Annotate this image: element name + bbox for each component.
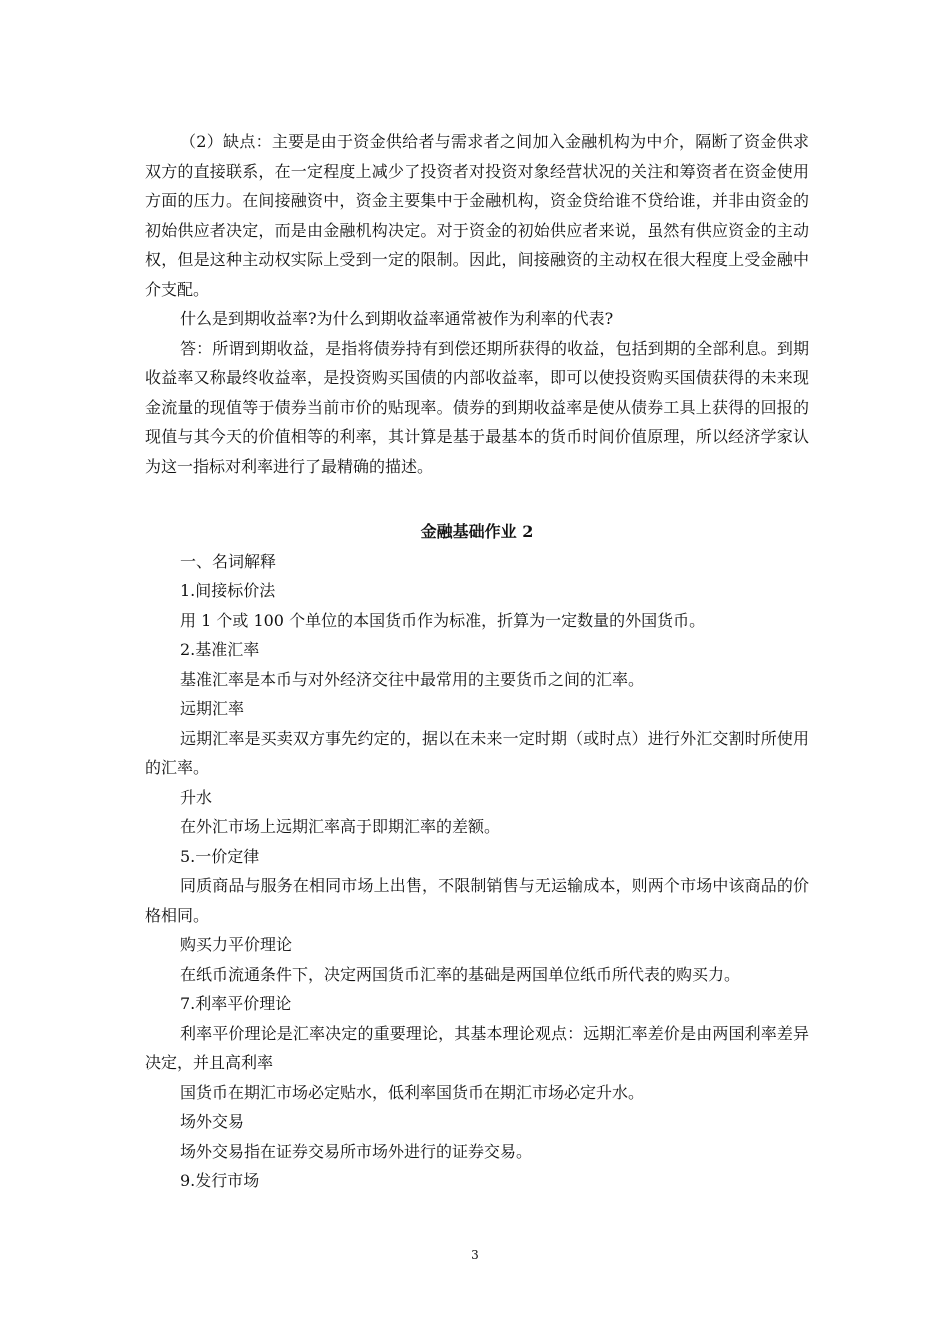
term-definition: 基准汇率是本币与对外经济交往中最常用的主要货币之间的汇率。: [180, 669, 645, 689]
section-title: 金融基础作业 2: [420, 522, 534, 541]
term-definition-continued: 国货币在期汇市场必定贴水，低利率国货币在期汇市场必定升水。: [180, 1082, 645, 1102]
page-number: 3: [471, 1248, 479, 1262]
term-heading: 5.一价定律: [180, 846, 260, 866]
term-definition: 利率平价理论是汇率决定的重要理论，其基本理论观点：远期汇率差价是由两国利率差异决定，并且高利率: [145, 1023, 809, 1072]
term-heading: 远期汇率: [180, 699, 245, 718]
term-heading: 1.间接标价法: [180, 581, 276, 600]
term-heading: 7.利率平价理论: [180, 994, 292, 1013]
question-text: 什么是到期收益率?为什么到期收益率通常被作为利率的代表?: [180, 309, 614, 328]
term-heading: 场外交易: [180, 1112, 245, 1131]
section-heading: 一、名词解释: [180, 551, 277, 571]
term-definition: 在外汇市场上远期汇率高于即期汇率的差额。: [180, 817, 501, 836]
term-heading: 升水: [180, 787, 213, 807]
term-heading: 9.发行市场: [180, 1171, 260, 1190]
term-heading: 2.基准汇率: [180, 640, 260, 659]
term-heading: 购买力平价理论: [180, 935, 293, 954]
term-definition: 场外交易指在证券交易所市场外进行的证券交易。: [180, 1141, 533, 1161]
page-body: [145, 127, 809, 1196]
term-definition: 远期汇率是买卖双方事先约定的，据以在未来一定时期（或时点）进行外汇交割时所使用的汇率。: [145, 728, 809, 777]
term-definition: 用 1 个或 100 个单位的本国货币作为标准，折算为一定数量的外国货币。: [180, 610, 706, 630]
answer-text: 答：所谓到期收益，是指将债券持有到偿还期所获得的收益，包括到期的全部利息。到期收益率又称最终收益率，是投资购买国债的内部收益率，即可以使投资购买国债获得的未来现金流量的现值等于债券当前市价的贴现率。债券的到期收益率是使从债券工具上获得的回报的现值与其今天的价值相等的利率，其计算是基于最基本的货币时间价值原理，所以经济学家认为这一指标对利率进行了最精确的描述。: [145, 338, 809, 476]
term-definition: 在纸币流通条件下，决定两国货币汇率的基础是两国单位纸币所代表的购买力。: [180, 964, 741, 984]
paragraph: （2）缺点：主要是由于资金供给者与需求者之间加入金融机构为中介，隔断了资金供求双方的直接联系，在一定程度上减少了投资者对投资对象经营状况的关注和筹资者在资金使用方面的压力。在间接融资中，资金主要集中于金融机构，资金贷给谁不贷给谁，并非由资金的初始供应者决定，而是由金融机构决定。对于资金的初始供应者来说，虽然有供应资金的主动权，但是这种主动权实际上受到一定的限制。因此，间接融资的主动权在很大程度上受金融中介支配。: [145, 132, 809, 299]
term-definition: 同质商品与服务在相同市场上出售，不限制销售与无运输成本，则两个市场中该商品的价格相同。: [145, 876, 809, 925]
